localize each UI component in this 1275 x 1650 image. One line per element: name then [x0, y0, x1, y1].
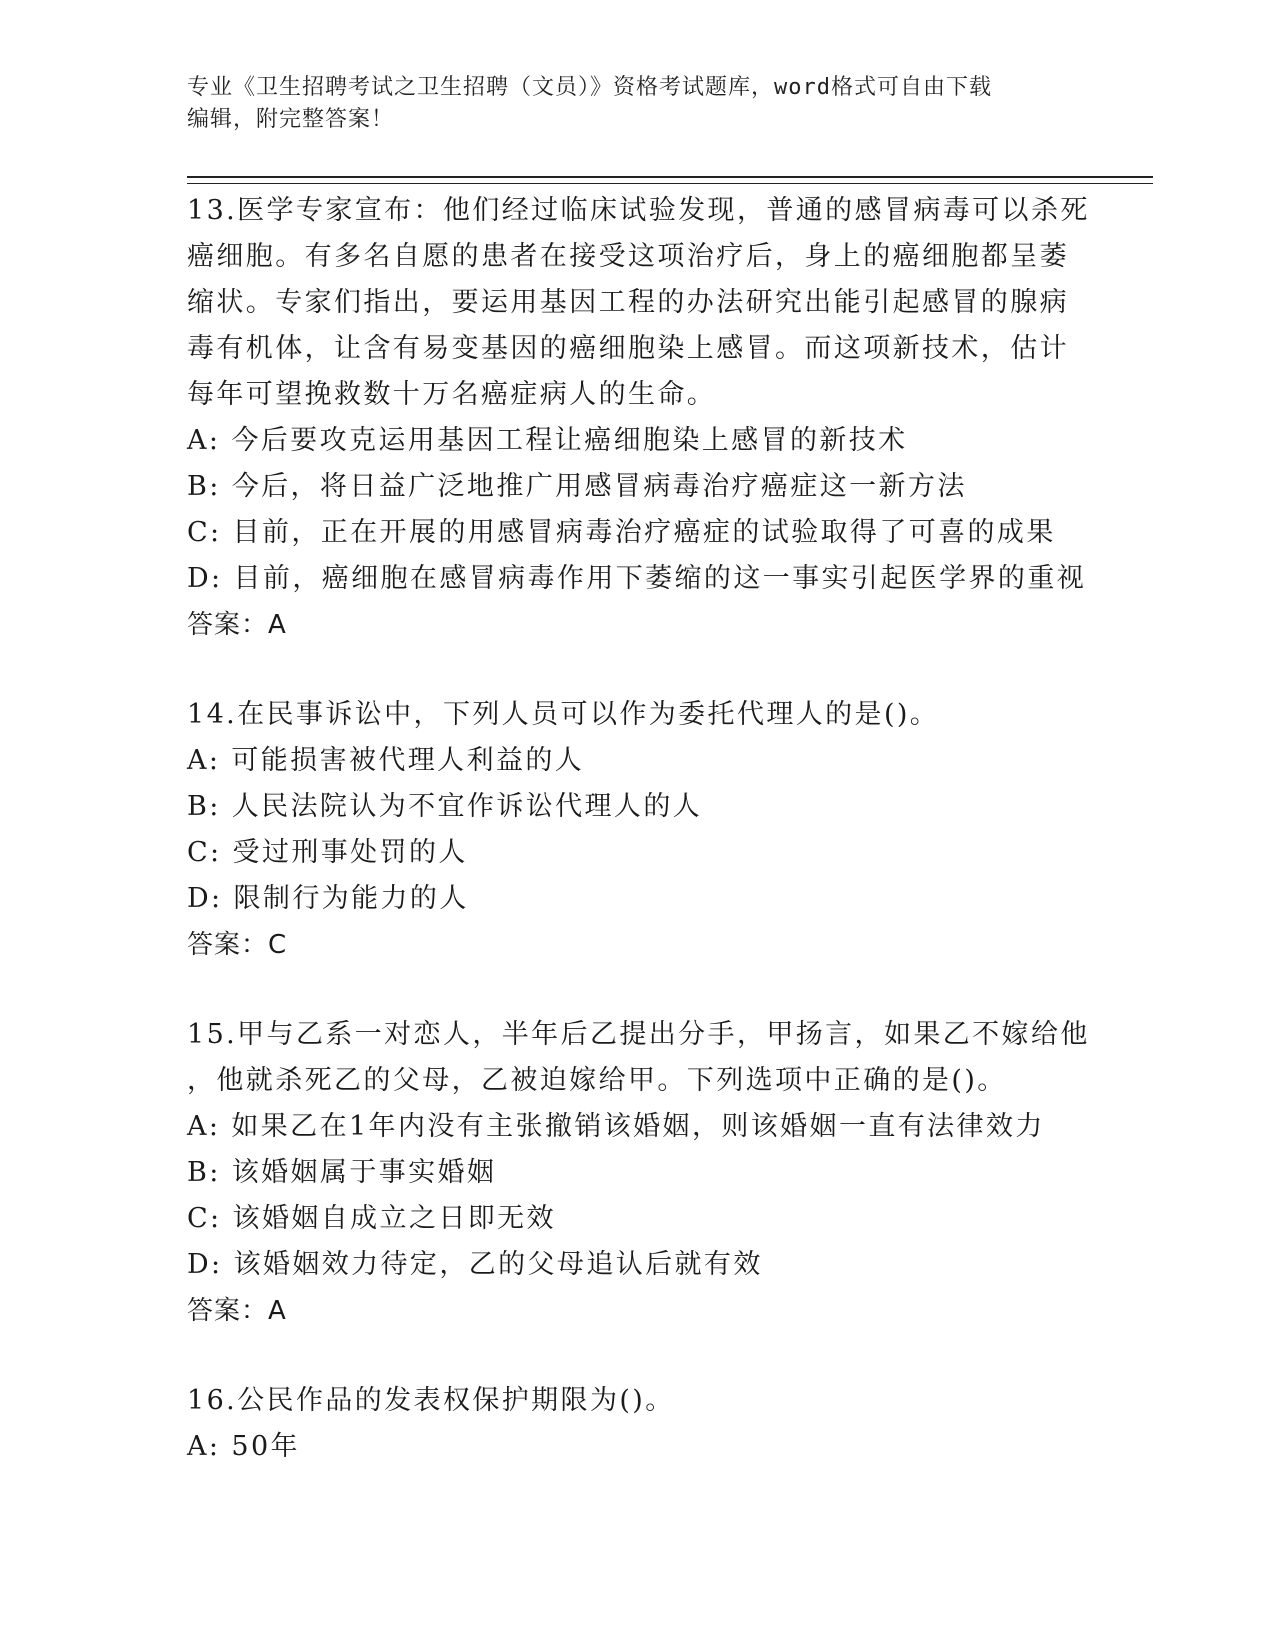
answer-line: 答案：C: [187, 930, 288, 960]
option-c: C: 目前，正在开展的用感冒病毒治疗癌症的试验取得了可喜的成果: [187, 517, 1056, 548]
option-b: B: 人民法院认为不宜作诉讼代理人的人: [187, 791, 703, 822]
option-c: C: 该婚姻自成立之日即无效: [187, 1203, 556, 1234]
question-stem-line: ，他就杀死乙的父母，乙被迫嫁给甲。下列选项中正确的是()。: [187, 1065, 1007, 1096]
page-header: [187, 72, 1067, 136]
question-stem-line: 每年可望挽救数十万名癌症病人的生命。: [187, 379, 717, 410]
option-c: C: 受过刑事处罚的人: [187, 837, 468, 868]
option-d: D: 该婚姻效力待定，乙的父母追认后就有效: [187, 1249, 763, 1280]
option-b: B: 今后，将日益广泛地推广用感冒病毒治疗癌症这一新方法: [187, 471, 967, 502]
question-16: [187, 1378, 1087, 1470]
question-15: [187, 1012, 1090, 1334]
question-stem-line: 缩状。专家们指出，要运用基因工程的办法研究出能引起感冒的腺病: [187, 287, 1069, 318]
answer-line: 答案：A: [187, 1296, 287, 1326]
option-d: D: 目前，癌细胞在感冒病毒作用下萎缩的这一事实引起医学界的重视: [187, 563, 1087, 594]
question-14: [187, 692, 1087, 968]
question-stem-line: 13.医学专家宣布：他们经过临床试验发现，普通的感冒病毒可以杀死: [187, 195, 1090, 226]
option-d: D: 限制行为能力的人: [187, 883, 469, 914]
answer-line: 答案：A: [187, 610, 287, 640]
question-list: [187, 188, 1090, 1514]
header-divider-thin: [187, 183, 1153, 184]
header-divider-thick: [187, 176, 1153, 178]
question-stem-line: 15.甲与乙系一对恋人，半年后乙提出分手，甲扬言，如果乙不嫁给他: [187, 1019, 1090, 1050]
option-a: A: 今后要攻克运用基因工程让癌细胞染上感冒的新技术: [187, 425, 908, 456]
header-line-1: 专业《卫生招聘考试之卫生招聘（文员）》资格考试题库，word格式可自由下载: [187, 75, 992, 100]
question-stem-line: 癌细胞。有多名自愿的患者在接受这项治疗后，身上的癌细胞都呈萎: [187, 241, 1069, 272]
header-line-2: 编辑，附完整答案！: [187, 107, 395, 132]
option-b: B: 该婚姻属于事实婚姻: [187, 1157, 497, 1188]
question-13: [187, 188, 1090, 648]
option-a: A: 如果乙在1年内没有主张撤销该婚姻，则该婚姻一直有法律效力: [187, 1111, 1045, 1142]
question-stem-line: 14.在民事诉讼中，下列人员可以作为委托代理人的是()。: [187, 699, 940, 730]
question-stem-line: 毒有机体，让含有易变基因的癌细胞染上感冒。而这项新技术，估计: [187, 333, 1069, 364]
option-a: A: 50年: [187, 1431, 300, 1462]
question-stem-line: 16.公民作品的发表权保护期限为()。: [187, 1385, 675, 1416]
option-a: A: 可能损害被代理人利益的人: [187, 745, 585, 776]
